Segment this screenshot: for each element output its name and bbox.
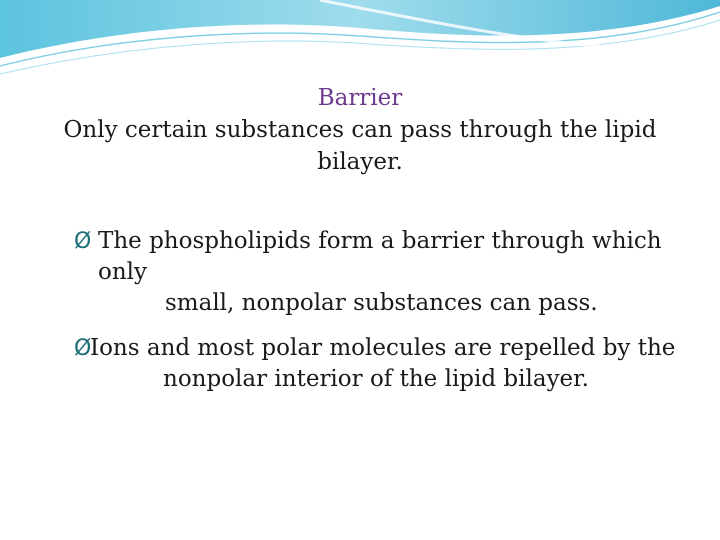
- slide-content: [0, 82, 720, 178]
- bullet-text-line: small, nonpolar substances can pass.: [165, 290, 598, 316]
- bullet-item: [74, 333, 694, 395]
- subtitle-line-1: Only certain substances can pass through the lipid: [63, 117, 657, 143]
- bullet-text-line: nonpolar interior of the lipid bilayer.: [163, 366, 589, 392]
- arrow-bullet-icon: Ø: [74, 229, 92, 254]
- slide-subtitle: [60, 114, 660, 178]
- bullet-text-line: The phospholipids form a barrier through which only: [98, 228, 662, 285]
- header-wave-decoration: [0, 0, 720, 90]
- slide-title: Barrier: [317, 85, 403, 111]
- bullet-text-line: Ions and most polar molecules are repelled by the: [90, 335, 676, 361]
- subtitle-line-2: bilayer.: [317, 149, 403, 175]
- arrow-bullet-icon: Ø: [74, 336, 92, 361]
- bullet-item: [74, 226, 694, 319]
